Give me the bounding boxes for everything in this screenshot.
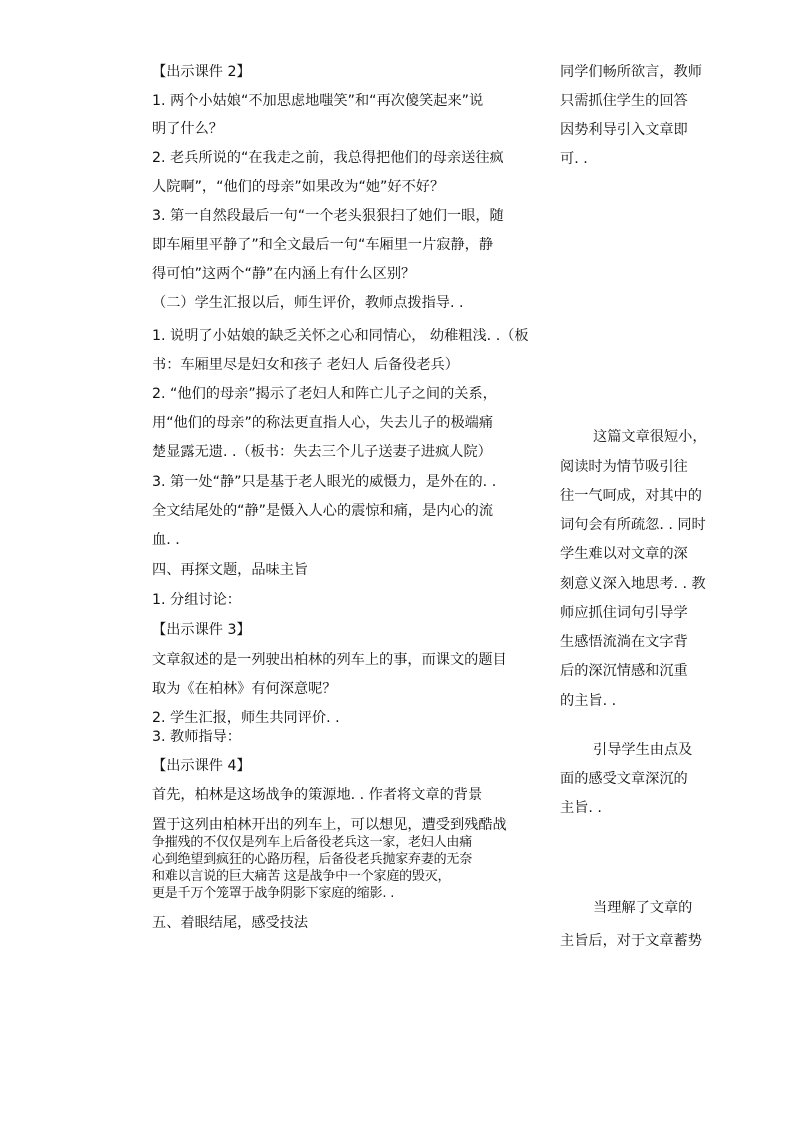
main-line-31: 更是千万个笼罩于战争阴影下家庭的缩影. . [152,886,395,901]
main-line-16: 全文结尾处的“静”是慑入人心的震惊和痛，是内心的流 [152,503,494,519]
main-line-19: 1. 分组讨论： [152,592,241,608]
main-line-25: 【出示课件 4】 [152,758,251,774]
side-note-line-8: 词句会有所疏忽. . 同时 [560,517,706,533]
main-line-28: 争摧残的不仅仅是列车上后备役老兵这一家，老妇人由痛 [152,835,473,850]
main-line-10: 1. 说明了小姑娘的缺乏关怀之心和同情心， 幼稚粗浅. .（板 [152,328,529,344]
main-line-5: 人院啊”，“他们的母亲”如果改为“她”好不好？ [152,179,445,195]
side-note-line-3: 因势利导引入文章即 [560,122,688,138]
main-line-17: 血. . [152,532,180,548]
main-line-20: 【出示课件 3】 [152,622,251,638]
side-note-line-15: 引导学生由点及 [593,742,693,758]
main-line-24: 3. 教师指导： [152,729,241,745]
side-note-line-11: 师应抓住词句引导学 [560,605,688,621]
main-line-2: 1. 两个小姑娘“不加思虑地嗤笑”和“再次傻笑起来”说 [152,93,484,109]
main-line-23: 2. 学生汇报，师生共同评价. . [152,710,340,726]
side-note-line-2: 只需抓住学生的回答 [560,93,688,109]
main-line-9: （二）学生汇报以后，师生评价，教师点拨指导. . [152,295,464,311]
main-line-12: 2. “他们的母亲”揭示了老妇人和阵亡儿子之间的关系， [152,386,497,402]
side-note-line-7: 往一气呵成，对其中的 [560,488,702,504]
main-line-26: 首先，柏林是这场战争的策源地. . 作者将文章的背景 [152,787,483,803]
side-note-line-18: 当理解了文章的 [593,900,693,916]
side-note-line-1: 同学们畅所欲言，教师 [560,64,702,80]
main-line-32: 五、着眼结尾，感受技法 [152,915,309,931]
main-line-3: 明了什么？ [152,121,223,137]
side-note-line-13: 后的深沉情感和沉重 [560,663,688,679]
side-note-line-14: 的主旨. . [560,693,617,709]
side-note-line-19: 主旨后，对于文章蓄势 [560,933,702,949]
main-line-15: 3. 第一处“静”只是基于老人眼光的威慑力，是外在的. . [152,474,497,490]
main-line-27: 置于这列由柏林开出的列车上，可以想见，遭受到残酷战 [152,817,507,833]
main-line-14: 楚显露无遗. .（板书：失去三个儿子送妻子进疯人院） [152,444,492,460]
side-note-line-6: 阅读时为情节吸引往 [560,459,688,475]
main-line-1: 【出示课件 2】 [152,64,251,80]
side-note-line-5: 这篇文章很短小， [593,429,707,445]
main-line-21: 文章叙述的是一列驶出柏林的列车上的事，而课文的题目 [152,652,507,668]
main-line-22: 取为《在柏林》有何深意呢？ [152,681,337,697]
main-line-18: 四、再探文题，品味主旨 [152,562,309,578]
side-note-line-10: 刻意义深入地思考. . 教 [560,576,706,592]
side-note-line-12: 生感悟流淌在文字背 [560,634,688,650]
side-note-line-17: 主旨. . [560,800,602,816]
main-line-4: 2. 老兵所说的“在我走之前，我总得把他们的母亲送往疯 [152,150,504,166]
side-note-line-16: 面的感受文章深沉的 [560,771,688,787]
side-note-line-9: 学生难以对文章的深 [560,546,688,562]
side-note-line-4: 可. . [560,151,588,167]
main-line-8: 得可怕”这两个“静”在内涵上有什么区别？ [152,266,416,282]
main-line-30: 和难以言说的巨大痛苦 这是战争中一个家庭的毁灭， [152,869,451,884]
main-line-7: 即车厢里平静了”和全文最后一句“车厢里一片寂静，静 [152,237,494,253]
main-line-29: 心到绝望到疯狂的心路历程，后备役老兵抛家弃妻的无奈 [152,852,473,867]
main-line-13: 用“他们的母亲”的称法更直指人心，失去儿子的极端痛 [152,415,494,431]
main-line-6: 3. 第一自然段最后一句“一个老头狠狠扫了她们一眼，随 [152,208,504,224]
main-line-11: 书：车厢里尽是妇女和孩子 老妇人 后备役老兵） [152,357,459,373]
